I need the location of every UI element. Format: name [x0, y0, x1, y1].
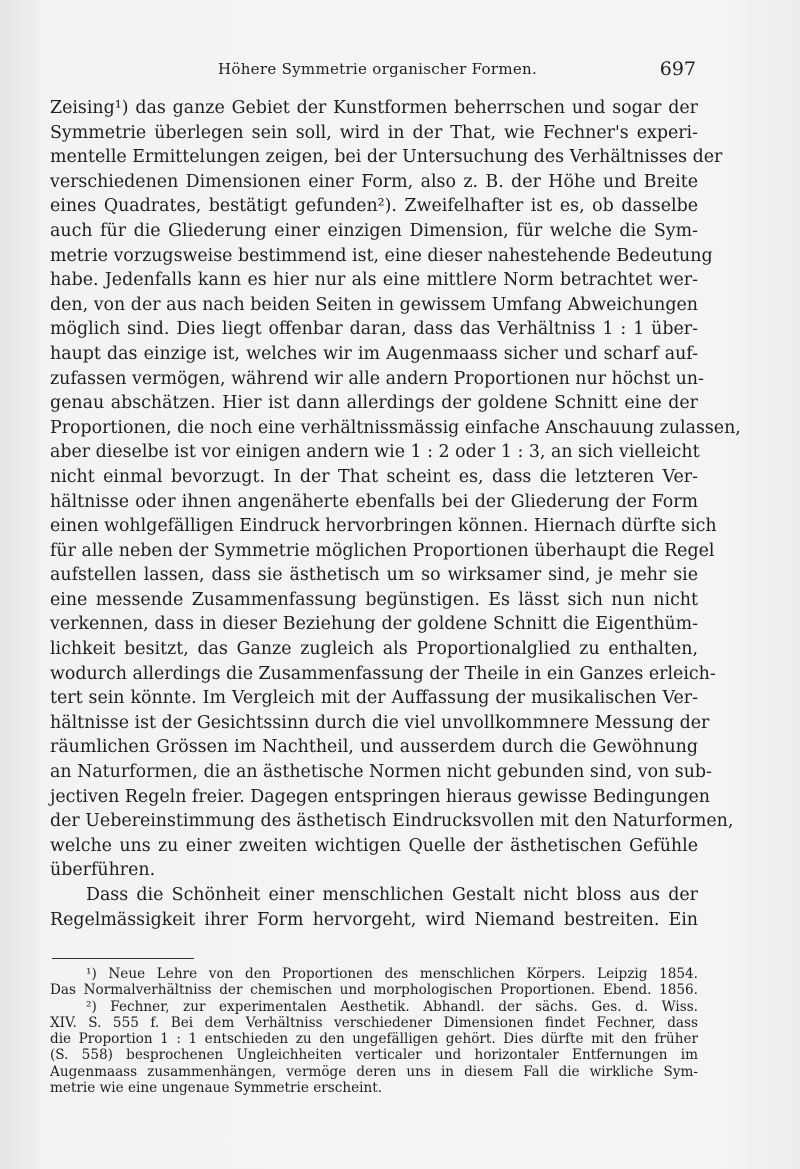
text-line: Symmetrie überlegen sein soll, wird in der That, wie Fechner's experi-	[50, 122, 698, 143]
footnote-line: XIV. S. 555 f. Bei dem Verhältniss verschiedener Dimensionen findet Fechner, dass	[50, 1014, 698, 1031]
text-line: verschiedenen Dimensionen einer Form, also z. B. der Höhe und Breite	[50, 171, 698, 192]
text-line: tert sein könnte. Im Vergleich mit der Auffassung der musikalischen Ver-	[50, 688, 698, 709]
text-line: aber dieselbe ist vor einigen andern wie 1 : 2 oder 1 : 3, an sich vielleicht	[50, 442, 700, 463]
text-line: welche uns zu einer zweiten wichtigen Quelle der ästhetischen Gefühle	[50, 835, 698, 856]
footnotes	[50, 966, 698, 1096]
text-line: Regelmässigkeit ihrer Form hervorgeht, wird Niemand bestreiten. Ein	[50, 909, 698, 930]
text-line: Zeising¹) das ganze Gebiet der Kunstformen beherrschen und sogar der	[50, 98, 698, 118]
text-line: nicht einmal bevorzugt. In der That scheint es, dass die letzteren Ver-	[50, 466, 698, 487]
text-line: möglich sind. Dies liegt offenbar daran, dass das Verhältniss 1 : 1 über-	[50, 319, 698, 340]
footnote-divider	[52, 958, 194, 959]
text-line: für alle neben der Symmetrie möglichen Proportionen überhaupt die Regel	[50, 540, 715, 561]
text-line: haupt das einzige ist, welches wir im Augenmaass sicher und scharf auf-	[50, 343, 698, 364]
footnote-line: ²) Fechner, zur experimentalen Aesthetik. Abhandl. der sächs. Ges. d. Wiss.	[86, 998, 698, 1015]
text-line: überführen.	[50, 860, 156, 881]
text-line: eines Quadrates, bestätigt gefunden²). Zweifelhafter ist es, ob dasselbe	[50, 196, 698, 217]
text-line: auch für die Gliederung einer einzigen Dimension, für welche die Sym-	[50, 220, 698, 241]
text-line: Proportionen, die noch eine verhältnissmässig einfache Anschauung zulassen,	[50, 417, 741, 438]
text-line: jectiven Regeln freier. Dagegen entspringen hieraus gewisse Bedingungen	[50, 786, 710, 807]
page-number: 697	[659, 58, 696, 80]
text-line: eine messende Zusammenfassung begünstigen. Es lässt sich nun nicht	[50, 589, 698, 610]
text-line: lichkeit besitzt, das Ganze zugleich als Proportionalglied zu enthalten,	[50, 639, 698, 660]
text-line: hältnisse oder ihnen angenäherte ebenfalls bei der Gliederung der Form	[50, 491, 698, 512]
footnote-line: ¹) Neue Lehre von den Proportionen des menschlichen Körpers. Leipzig 1854.	[86, 966, 698, 982]
text-line: habe. Jedenfalls kann es hier nur als eine mittlere Norm betrachtet wer-	[50, 270, 698, 291]
text-line: einen wohlgefälligen Eindruck hervorbringen können. Hiernach dürfte sich	[50, 516, 717, 537]
text-line: zufassen vermögen, während wir alle andern Proportionen nur höchst un-	[50, 368, 704, 389]
text-line: verkennen, dass in dieser Beziehung der goldene Schnitt die Eigenthüm-	[50, 614, 698, 635]
text-line: den, von der aus nach beiden Seiten in gewissem Umfang Abweichungen	[50, 294, 698, 315]
footnote-line: (S. 558) besprochenen Ungleichheiten verticaler und horizontaler Entfernungen im	[50, 1047, 698, 1064]
text-line: metrie vorzugsweise bestimmend ist, eine dieser nahestehende Bedeutung	[50, 245, 713, 266]
body-text	[50, 96, 741, 932]
footnote-line: metrie wie eine ungenaue Symmetrie erscheint.	[50, 1080, 383, 1097]
footnote-line: Augenmaass zusammenhängen, vermöge deren uns in diesem Fall die wirkliche Sym-	[50, 1063, 698, 1080]
running-title: Höhere Symmetrie organischer Formen.	[218, 60, 538, 78]
text-line: mentelle Ermittelungen zeigen, bei der Untersuchung des Verhältnisses der	[50, 147, 723, 168]
text-line: räumlichen Grössen im Nachtheil, und ausserdem durch die Gewöhnung	[50, 737, 698, 758]
text-line: wodurch allerdings die Zusammenfassung der Theile in ein Ganzes erleich-	[50, 663, 716, 684]
footnote-line: die Proportion 1 : 1 entschieden zu den ungefälligen gehört. Dies dürfte mit den früher	[50, 1031, 698, 1048]
page-header	[50, 58, 698, 84]
text-line: der Uebereinstimmung des ästhetisch Eindrucksvollen mit den Naturformen,	[50, 811, 734, 832]
text-line: an Naturformen, die an ästhetische Normen nicht gebunden sind, von sub-	[50, 762, 712, 783]
footnote-line: Das Normalverhältniss der chemischen und morphologischen Proportionen. Ebend. 1856.	[50, 982, 698, 999]
text-line: hältnisse ist der Gesichtssinn durch die viel unvollkommnere Messung der	[50, 712, 710, 733]
text-line: genau abschätzen. Hier ist dann allerdings der goldene Schnitt eine der	[50, 393, 698, 414]
paragraph-first-line: Dass die Schönheit einer menschlichen Gestalt nicht bloss aus der	[86, 885, 698, 905]
text-line: aufstellen lassen, dass sie ästhetisch um so wirksamer sind, je mehr sie	[50, 565, 698, 586]
